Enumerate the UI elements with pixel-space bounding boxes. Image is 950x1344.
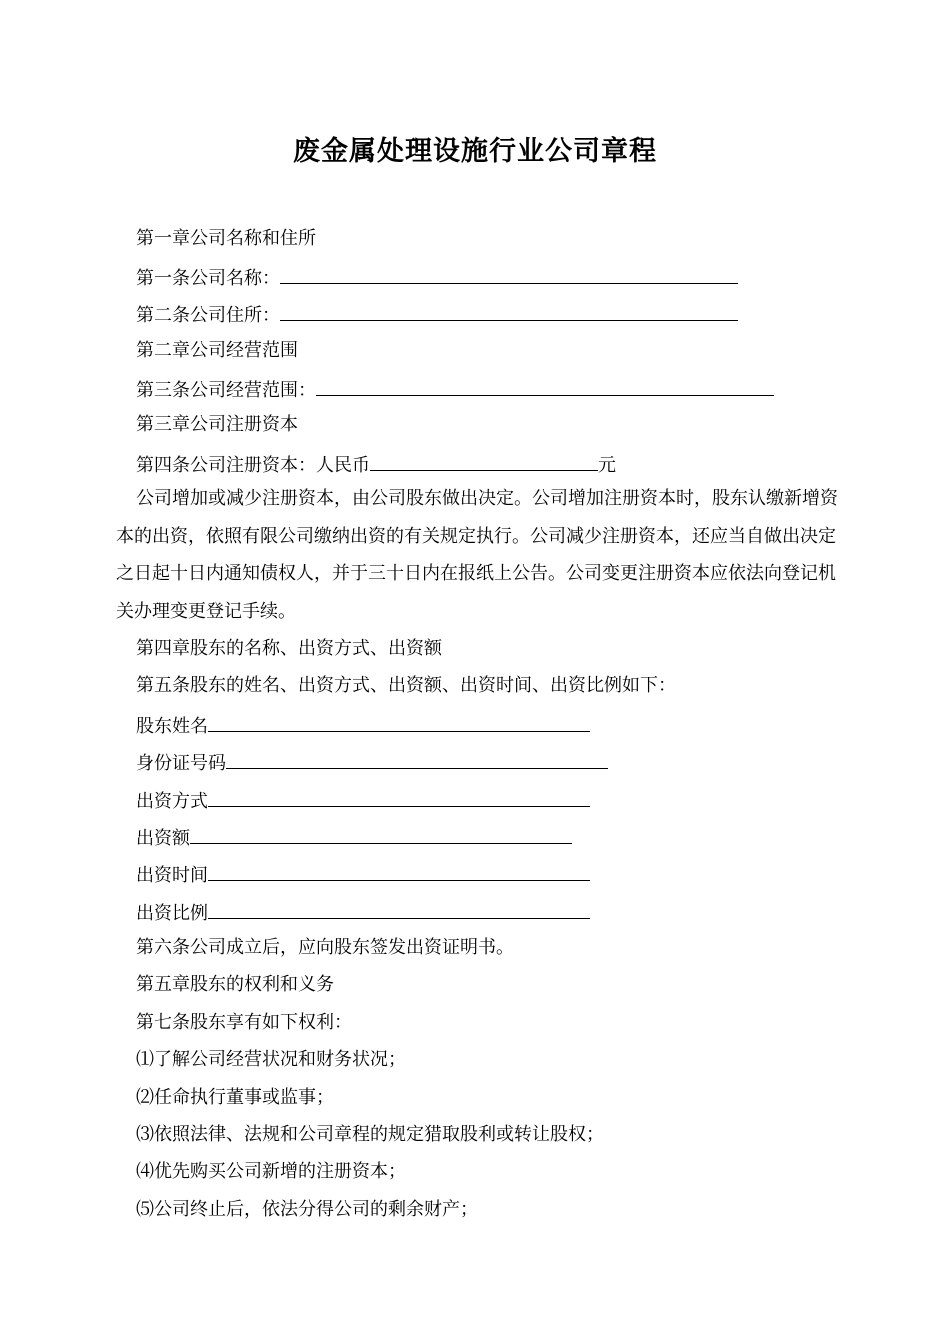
article-7-text: 第七条股东享有如下权利： — [136, 1012, 352, 1033]
contribution-ratio-field — [136, 898, 590, 927]
registered-capital-blank — [370, 450, 598, 471]
company-name-blank — [280, 263, 738, 284]
capital-change-paragraph: 公司增加或减少注册资本，由公司股东做出决定。公司增加注册资本时，股东认缴新增资本的出资，依照有限公司缴纳出资的有关规定执行。公司减少注册资本，还应当自做出决定之日起十日内通知债权人，并于三十日内在报纸上公告。公司变更注册资本应依法向登记机关办理变更登记手续。 — [116, 488, 838, 622]
right-1-text: ⑴了解公司经营状况和财务状况； — [136, 1049, 406, 1070]
shareholder-name-label: 股东姓名 — [136, 716, 208, 737]
right-5-text: ⑸公司终止后，依法分得公司的剩余财产； — [136, 1199, 478, 1220]
contribution-amount-label: 出资额 — [136, 828, 190, 849]
right-item — [136, 1085, 334, 1111]
right-2-text: ⑵任命执行董事或监事； — [136, 1087, 334, 1108]
chapter-5-text: 第五章股东的权利和义务 — [136, 974, 334, 995]
article-1-label: 第一条公司名称： — [136, 268, 280, 289]
article-2 — [136, 300, 738, 329]
contribution-time-field — [136, 860, 590, 889]
article-5-text: 第五条股东的姓名、出资方式、出资额、出资时间、出资比例如下： — [136, 675, 676, 696]
contribution-ratio-label: 出资比例 — [136, 903, 208, 924]
company-address-blank — [280, 300, 738, 321]
right-item — [136, 1197, 478, 1223]
chapter-4-text: 第四章股东的名称、出资方式、出资额 — [136, 638, 442, 659]
right-item — [136, 1047, 406, 1073]
contribution-method-blank — [208, 786, 590, 807]
chapter-3-heading — [136, 412, 298, 438]
article-6 — [136, 935, 514, 961]
business-scope-blank — [316, 375, 774, 396]
right-3-text: ⑶依照法律、法规和公司章程的规定猎取股利或转让股权； — [136, 1124, 604, 1145]
right-item — [136, 1122, 604, 1148]
shareholder-name-field — [136, 711, 590, 740]
contribution-ratio-blank — [208, 898, 590, 919]
chapter-5-heading — [136, 972, 334, 998]
article-3 — [136, 375, 774, 404]
right-4-text: ⑷优先购买公司新增的注册资本； — [136, 1161, 406, 1182]
id-number-field — [136, 748, 608, 777]
contribution-time-blank — [208, 860, 590, 881]
contribution-method-label: 出资方式 — [136, 791, 208, 812]
article-5 — [136, 673, 676, 699]
id-number-label: 身份证号码 — [136, 753, 226, 774]
contribution-amount-field — [136, 823, 572, 852]
chapter-4-heading — [136, 636, 442, 662]
contribution-amount-blank — [190, 823, 572, 844]
article-4 — [136, 450, 616, 479]
shareholder-name-blank — [208, 711, 590, 732]
article-2-label: 第二条公司住所： — [136, 305, 280, 326]
chapter-2-text: 第二章公司经营范围 — [136, 340, 298, 361]
chapter-1-text: 第一章公司名称和住所 — [136, 228, 316, 249]
article-4-label: 第四条公司注册资本：人民币 — [136, 455, 370, 476]
chapter-3-text: 第三章公司注册资本 — [136, 414, 298, 435]
chapter-2-heading — [136, 338, 298, 364]
contribution-time-label: 出资时间 — [136, 865, 208, 886]
article-1 — [136, 263, 738, 292]
currency-unit: 元 — [598, 455, 616, 476]
id-number-blank — [226, 748, 608, 769]
article-7 — [136, 1010, 352, 1036]
right-item — [136, 1159, 406, 1185]
contribution-method-field — [136, 786, 590, 815]
article-6-text: 第六条公司成立后，应向股东签发出资证明书。 — [136, 937, 514, 958]
chapter-1-heading — [136, 226, 316, 252]
article-3-label: 第三条公司经营范围： — [136, 380, 316, 401]
document-title: 废金属处理设施行业公司章程 — [293, 136, 657, 167]
